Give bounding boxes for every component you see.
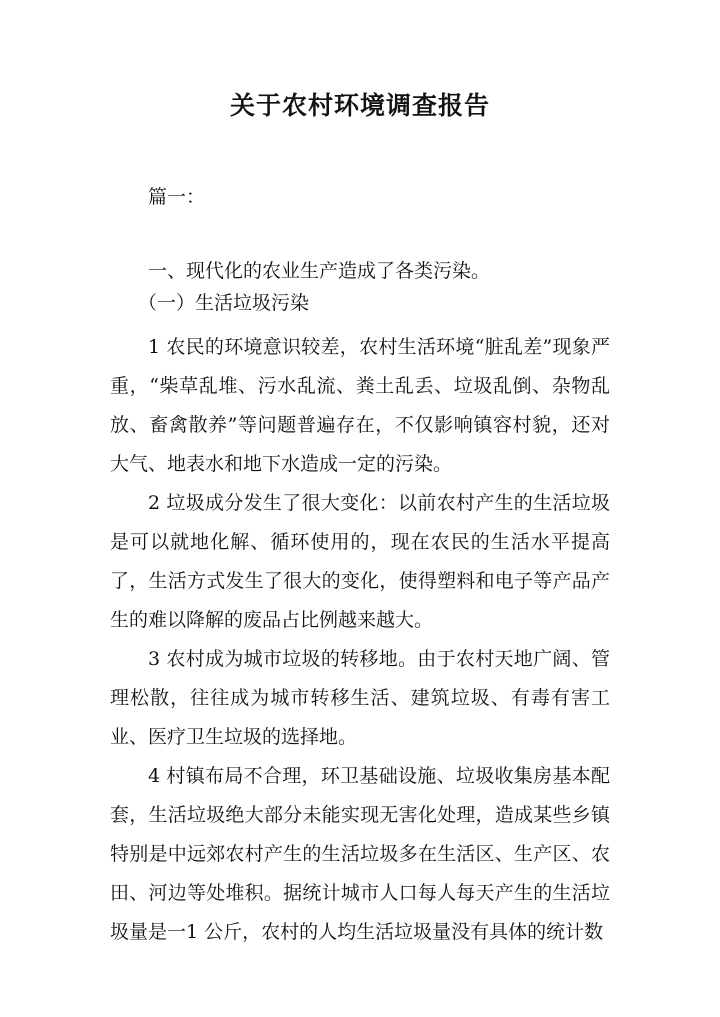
paragraph-3: 3 农村成为城市垃圾的转移地。由于农村天地广阔、管理松散，往往成为城市转移生活、建筑垃圾、有毒有害工业、医疗卫生垃圾的选择地。 bbox=[110, 648, 610, 748]
paragraph-2: 2 垃圾成分发生了很大变化：以前农村产生的生活垃圾是可以就地化解、循环使用的，现在农民的生活水平提高了，生活方式发生了很大的变化，使得塑料和电子等产品产生的难以降解的废品占比例越来越大。 bbox=[110, 492, 610, 631]
paragraph-4: 4 村镇布局不合理，环卫基础设施、垃圾收集房基本配套，生活垃圾绝大部分未能实现无害化处理，造成某些乡镇特别是中远郊农村产生的生活垃圾多在生活区、生产区、农田、河边等处堆积。据统计城市人口每人每天产生的生活垃圾量是一1 公斤，农村的人均生活垃圾量没有具体的统计数 bbox=[110, 765, 610, 943]
section-label: 篇一： bbox=[148, 186, 206, 208]
subheading-1: （一）生活垃圾污染 bbox=[138, 292, 310, 314]
heading-1: 一、现代化的农业生产造成了各类污染。 bbox=[148, 260, 491, 282]
paragraph-1: 1 农民的环境意识较差，农村生活环境“脏乱差”现象严重，“柴草乱堆、污水乱流、粪土乱丢、垃圾乱倒、杂物乱放、畜禽散养”等问题普遍存在，不仅影响镇容村貌，还对大气、地表水和地下水造成一定的污染。 bbox=[110, 336, 610, 475]
document-title: 关于农村环境调查报告 bbox=[229, 91, 490, 120]
